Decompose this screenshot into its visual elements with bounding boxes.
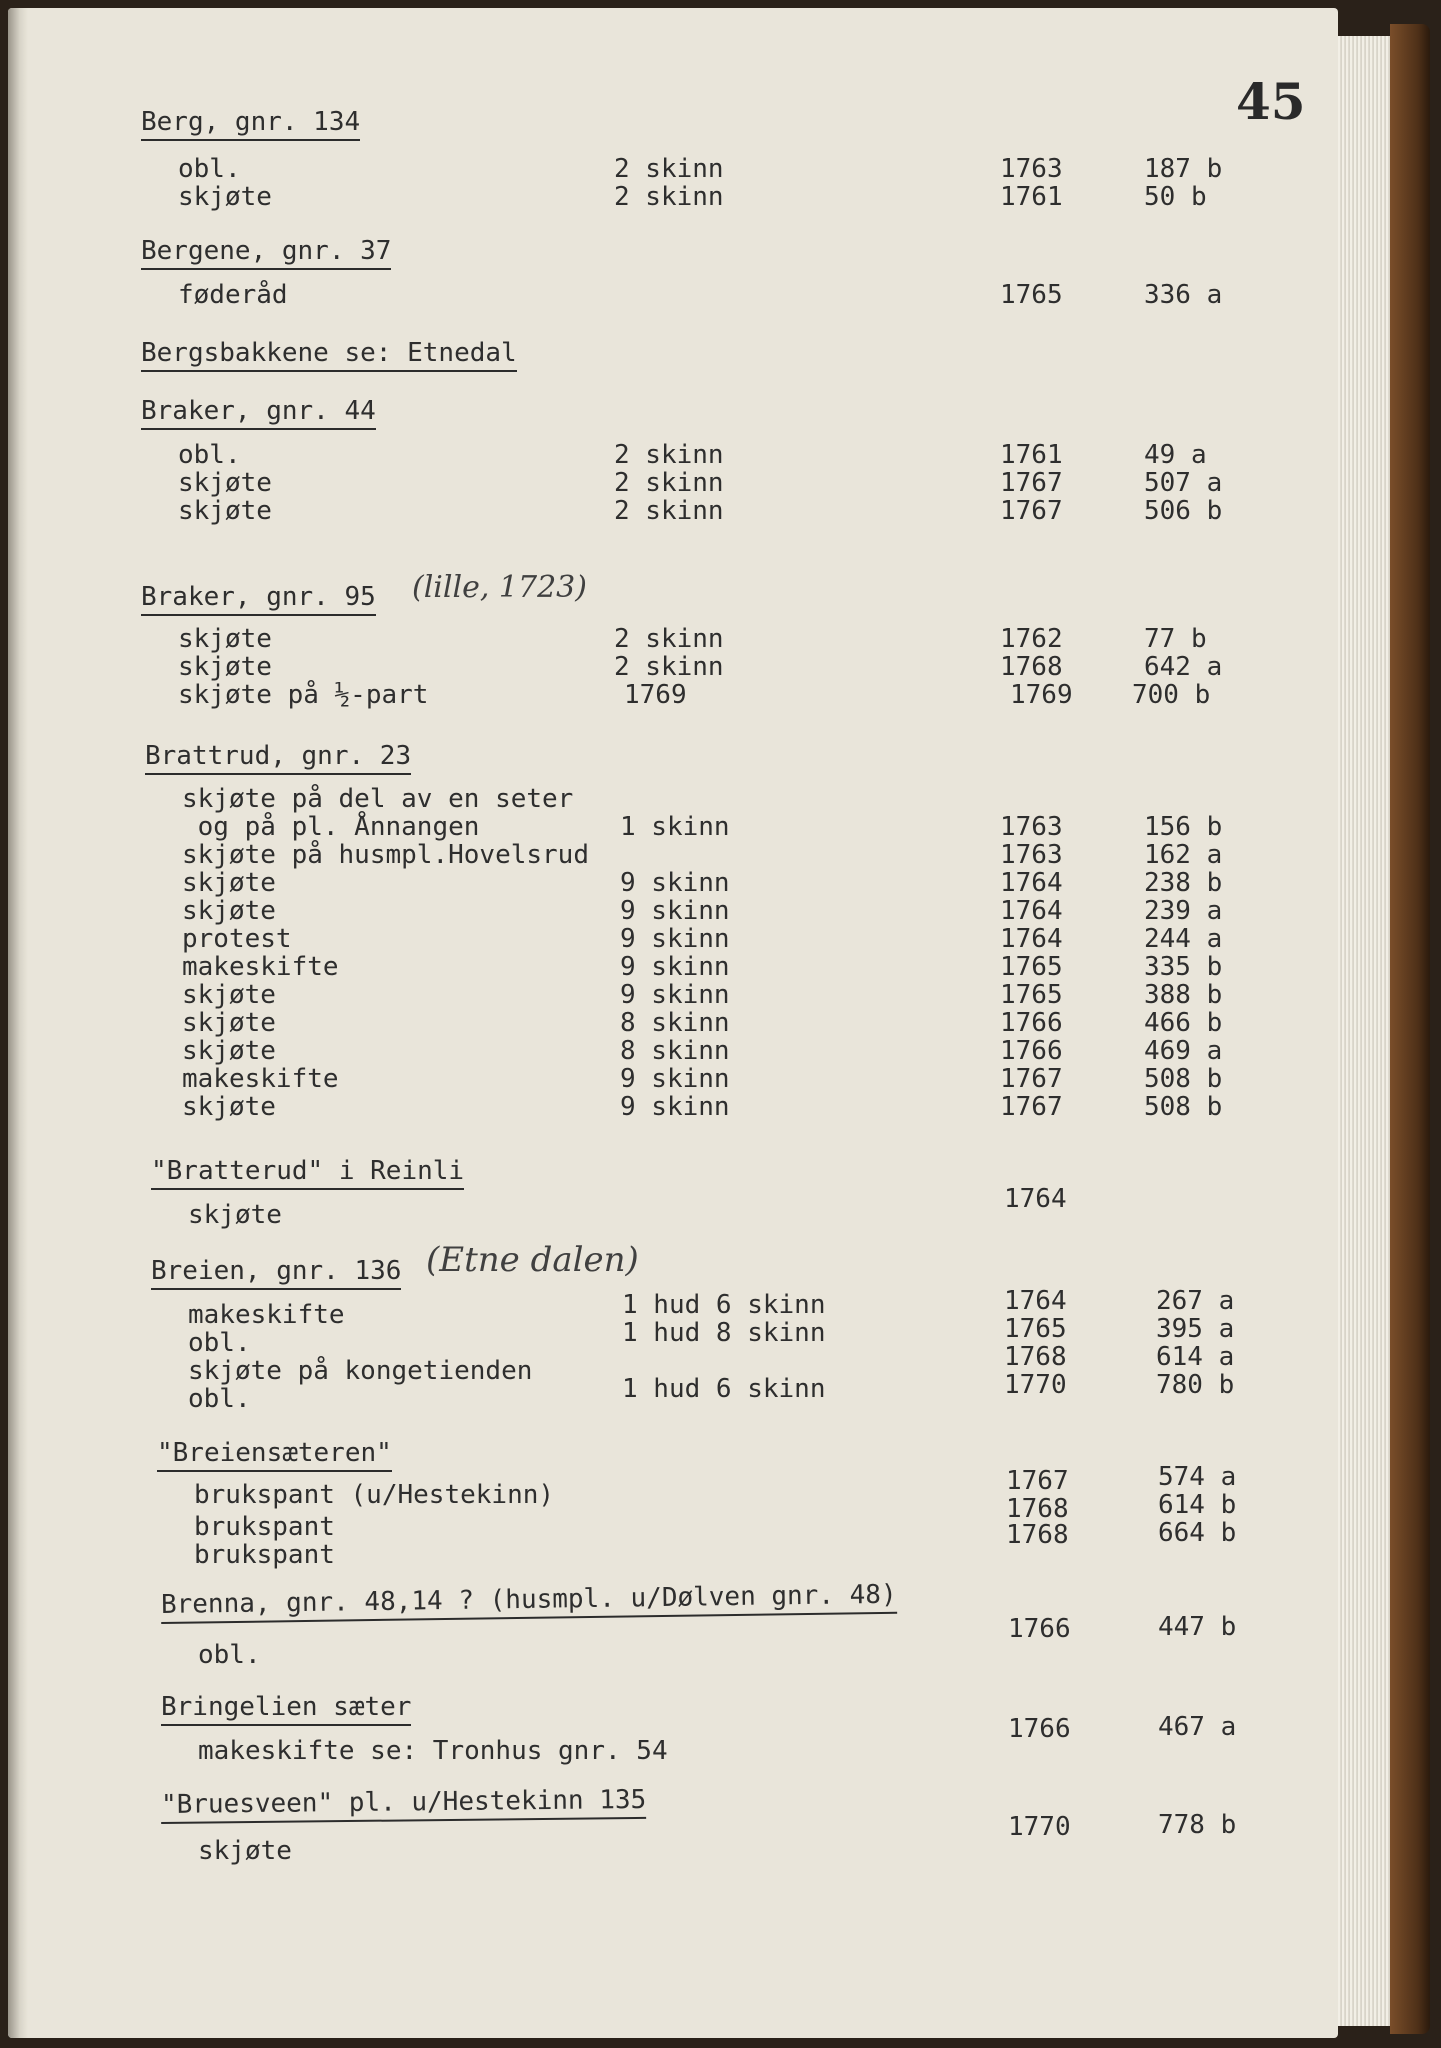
entry-heading: Braker, gnr. 44 xyxy=(141,396,376,430)
entry-area: 1 hud 6 skinn xyxy=(622,1374,826,1404)
document-page xyxy=(8,8,1338,2038)
entry-type: skjøte xyxy=(182,896,276,926)
entry-type: obl. xyxy=(198,1640,261,1670)
entry-ref: 700 b xyxy=(1132,680,1211,710)
entry-year: 1766 xyxy=(1008,1714,1071,1744)
entry-area: 2 skinn xyxy=(614,624,724,654)
entry-year: 1765 xyxy=(1000,980,1063,1010)
entry-type: skjøte xyxy=(182,1092,276,1122)
entry-ref: 395 a xyxy=(1156,1314,1235,1344)
entry-year: 1761 xyxy=(1000,182,1063,212)
entry-area: 2 skinn xyxy=(614,496,724,526)
entry-year: 1764 xyxy=(1004,1184,1067,1214)
entry-ref: 267 a xyxy=(1156,1286,1235,1316)
entry-ref: 778 b xyxy=(1158,1810,1237,1840)
entry-type: obl. xyxy=(178,154,241,184)
entry-year: 1765 xyxy=(1000,280,1063,310)
entry-heading: Breien, gnr. 136 xyxy=(151,1256,401,1290)
entry-type: obl. xyxy=(178,440,241,470)
entry-ref: 642 a xyxy=(1144,652,1223,682)
entry-year: 1764 xyxy=(1004,1286,1067,1316)
entry-area: 8 skinn xyxy=(620,1036,730,1066)
entry-ref: 244 a xyxy=(1144,924,1223,954)
entry-area: 9 skinn xyxy=(620,952,730,982)
entry-type: skjøte xyxy=(182,1036,276,1066)
entry-ref: 49 a xyxy=(1144,440,1207,470)
entry-ref: 50 b xyxy=(1144,182,1207,212)
entry-year: 1763 xyxy=(1000,154,1063,184)
entry-year: 1767 xyxy=(1000,1092,1063,1122)
entry-ref: 614 a xyxy=(1156,1342,1235,1372)
entry-year: 1766 xyxy=(1000,1036,1063,1066)
entry-area: 2 skinn xyxy=(614,182,724,212)
entry-type: skjøte xyxy=(182,980,276,1010)
entry-year: 1768 xyxy=(1000,652,1063,682)
entry-ref: 388 b xyxy=(1144,980,1223,1010)
entry-area: 8 skinn xyxy=(620,1008,730,1038)
entry-area: 9 skinn xyxy=(620,868,730,898)
entry-area: 2 skinn xyxy=(614,440,724,470)
entry-area: 9 skinn xyxy=(620,1064,730,1094)
entry-year: 1761 xyxy=(1000,440,1063,470)
entry-ref: 508 b xyxy=(1144,1092,1223,1122)
entry-year: 1764 xyxy=(1000,924,1063,954)
entry-ref: 239 a xyxy=(1144,896,1223,926)
entry-ref: 156 b xyxy=(1144,812,1223,842)
entry-year: 1768 xyxy=(1006,1494,1069,1524)
entry-heading: "Breiensæteren" xyxy=(157,1438,392,1472)
entry-type: skjøte på husmpl.Hovelsrud xyxy=(182,840,589,870)
entry-ref: 467 a xyxy=(1158,1712,1237,1742)
entry-type: skjøte xyxy=(178,496,272,526)
entry-heading: Bergsbakkene se: Etnedal xyxy=(141,338,517,372)
entry-heading: Bringelien sæter xyxy=(161,1692,411,1726)
entry-area: 1769 xyxy=(624,680,687,710)
entry-heading: Brattrud, gnr. 23 xyxy=(145,741,411,775)
entry-heading: "Bruesveen" pl. u/Hestekinn 135 xyxy=(161,1785,647,1824)
entry-type: skjøte på del av en seter xyxy=(182,784,574,814)
entry-year: 1764 xyxy=(1000,868,1063,898)
entry-type: makeskifte xyxy=(182,1064,339,1094)
page-edges xyxy=(1330,36,1390,2026)
entry-year: 1762 xyxy=(1000,624,1063,654)
entry-year: 1768 xyxy=(1004,1342,1067,1372)
entry-heading: Brenna, gnr. 48,14 ? (husmpl. u/Dølven gnr. 48) xyxy=(161,1580,897,1624)
entry-ref: 469 a xyxy=(1144,1036,1223,1066)
entry-ref: 336 a xyxy=(1144,280,1223,310)
entry-year: 1767 xyxy=(1006,1466,1069,1496)
entry-type: skjøte på ½-part xyxy=(178,680,429,710)
entry-heading: Bergene, gnr. 37 xyxy=(141,236,391,270)
entry-type: makeskifte xyxy=(182,952,339,982)
entry-ref: 162 a xyxy=(1144,840,1223,870)
entry-type: skjøte xyxy=(178,468,272,498)
entry-heading: Braker, gnr. 95 xyxy=(141,582,376,616)
book-cover-edge xyxy=(1390,24,1430,2034)
entry-ref: 335 b xyxy=(1144,952,1223,982)
entry-ref: 780 b xyxy=(1156,1370,1235,1400)
entry-year: 1770 xyxy=(1008,1812,1071,1842)
entry-area: 1 hud 6 skinn xyxy=(622,1290,826,1320)
entry-type: brukspant xyxy=(194,1512,335,1542)
entry-type: skjøte xyxy=(178,624,272,654)
entry-year: 1766 xyxy=(1008,1614,1071,1644)
entry-type: skjøte xyxy=(198,1836,292,1866)
entry-year: 1767 xyxy=(1000,1064,1063,1094)
entry-area: 9 skinn xyxy=(620,980,730,1010)
entry-year: 1765 xyxy=(1004,1314,1067,1344)
entry-year: 1767 xyxy=(1000,468,1063,498)
entry-ref: 574 a xyxy=(1158,1462,1237,1492)
handwritten-annotation: (lille, 1723) xyxy=(412,570,587,605)
entry-ref: 664 b xyxy=(1158,1518,1237,1548)
entry-ref: 187 b xyxy=(1144,154,1223,184)
entry-type: og på pl. Ånnangen xyxy=(182,812,480,842)
entry-ref: 507 a xyxy=(1144,468,1223,498)
entry-year: 1767 xyxy=(1000,496,1063,526)
entry-year: 1766 xyxy=(1000,1008,1063,1038)
page-number: 45 xyxy=(1236,72,1306,131)
page-gutter xyxy=(8,8,28,2038)
entry-area: 9 skinn xyxy=(620,1092,730,1122)
entry-year: 1765 xyxy=(1000,952,1063,982)
entry-year: 1763 xyxy=(1000,840,1063,870)
entry-type: skjøte xyxy=(178,652,272,682)
entry-type: skjøte xyxy=(182,868,276,898)
entry-area: 2 skinn xyxy=(614,154,724,184)
entry-year: 1764 xyxy=(1000,896,1063,926)
entry-type: skjøte på kongetienden xyxy=(188,1356,533,1386)
entry-area: 9 skinn xyxy=(620,896,730,926)
entry-type: føderåd xyxy=(178,280,288,310)
entry-area: 2 skinn xyxy=(614,468,724,498)
entry-heading: Berg, gnr. 134 xyxy=(141,107,360,141)
handwritten-annotation: (Etne dalen) xyxy=(426,1240,639,1280)
entry-ref: 77 b xyxy=(1144,624,1207,654)
entry-ref: 508 b xyxy=(1144,1064,1223,1094)
entry-type: brukspant xyxy=(194,1540,335,1570)
entry-area: 9 skinn xyxy=(620,924,730,954)
entry-type: skjøte xyxy=(178,182,272,212)
entry-type: skjøte xyxy=(182,1008,276,1038)
entry-year: 1770 xyxy=(1004,1370,1067,1400)
entry-ref: 447 b xyxy=(1158,1612,1237,1642)
entry-heading: "Bratterud" i Reinli xyxy=(151,1156,464,1190)
entry-type: protest xyxy=(182,924,292,954)
entry-type: obl. xyxy=(188,1328,251,1358)
entry-year: 1769 xyxy=(1010,680,1073,710)
entry-type: makeskifte se: Tronhus gnr. 54 xyxy=(198,1736,668,1766)
entry-year: 1768 xyxy=(1006,1520,1069,1550)
entry-area: 1 skinn xyxy=(620,812,730,842)
entry-ref: 238 b xyxy=(1144,868,1223,898)
entry-ref: 466 b xyxy=(1144,1008,1223,1038)
entry-ref: 614 b xyxy=(1158,1490,1237,1520)
entry-type: makeskifte xyxy=(188,1300,345,1330)
entry-area: 1 hud 8 skinn xyxy=(622,1318,826,1348)
entry-ref: 506 b xyxy=(1144,496,1223,526)
entry-type: skjøte xyxy=(188,1200,282,1230)
entry-type: brukspant (u/Hestekinn) xyxy=(194,1480,555,1510)
entry-year: 1763 xyxy=(1000,812,1063,842)
entry-area: 2 skinn xyxy=(614,652,724,682)
entry-type: obl. xyxy=(188,1384,251,1414)
